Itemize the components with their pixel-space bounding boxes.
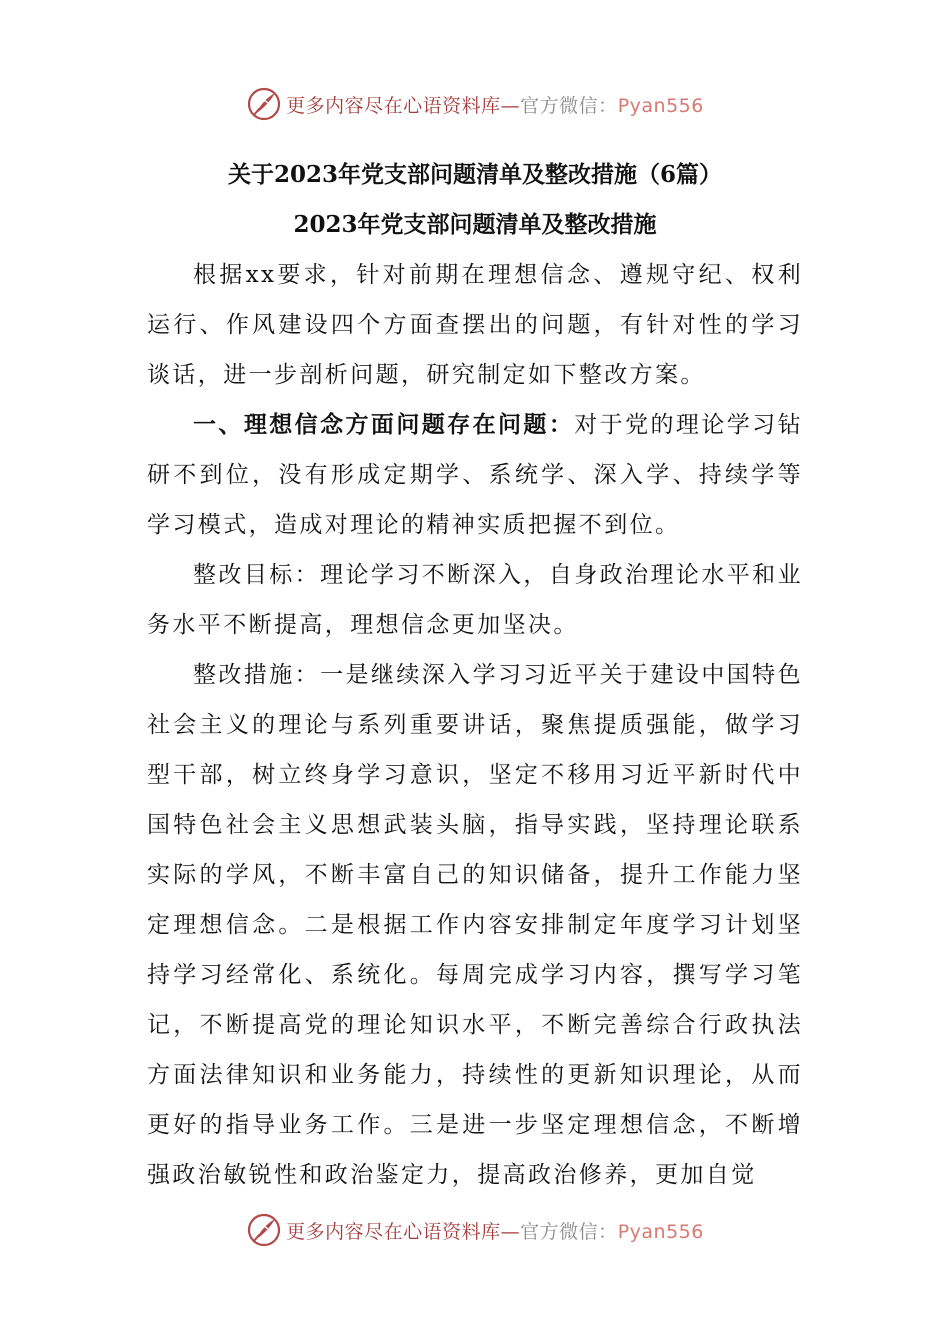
watermark-brand: 更多内容尽在心语资料库 [286, 1220, 501, 1243]
watermark-wechat-label: 官方微信： [520, 1220, 618, 1243]
watermark-wechat-id: Pyan556 [617, 1220, 704, 1243]
document-title: 关于2023年党支部问题清单及整改措施（6篇） [227, 161, 723, 188]
paragraph [147, 550, 803, 650]
paragraph-text: 整改措施：一是继续深入学习习近平关于建设中国特色社会主义的理论与系列重要讲话，聚焦提质强能，做学习型干部，树立终身学习意识，坚定不移用习近平新时代中国特色社会主义思想武装头脑，指导实践，坚持理论联系实际的学风，不断丰富自己的知识储备，提升工作能力坚定理想信念。二是根据工作内容安排制定年度学习计划坚持学习经常化、系统化。每周完成学习内容，撰写学习笔记，不断提高党的理论知识水平，不断完善综合行政执法方面法律知识和业务能力，持续性的更新知识理论，从而更好的指导业务工作。三是进一步坚定理想信念，不断增强政治敏锐性和政治鉴定力，提高政治修养，更加自觉 [147, 662, 803, 1188]
watermark-wechat-id: Pyan556 [617, 94, 704, 117]
paragraph-text: 整改目标：理论学习不断深入，自身政治理论水平和业务水平不断提高，理想信念更加坚决。 [147, 562, 803, 638]
paragraph [147, 400, 803, 550]
quill-logo-icon [246, 1212, 282, 1248]
paragraph [147, 650, 803, 1200]
watermark-wechat-label: 官方微信： [520, 94, 618, 117]
watermark-dash: — [500, 94, 521, 117]
quill-logo-icon [246, 86, 282, 122]
watermark-text [286, 91, 704, 118]
section-heading: 一、理想信念方面问题存在问题： [193, 411, 575, 438]
document-subtitle: 2023年党支部问题清单及整改措施 [293, 211, 657, 238]
paragraph-text: 对于党的理论学习钻研不到位，没有形成定期学、系统学、深入学、持续学等学习模式，造成对理论的精神实质把握不到位。 [147, 412, 804, 538]
document-body [147, 250, 803, 1200]
watermark-dash: — [500, 1220, 521, 1243]
watermark-text [286, 1217, 704, 1244]
paragraph [147, 250, 803, 400]
watermark-footer [0, 1210, 950, 1250]
watermark-header [0, 84, 950, 124]
paragraph-text: 根据xx要求，针对前期在理想信念、遵规守纪、权利运行、作风建设四个方面查摆出的问题，有针对性的学习谈话，进一步剖析问题，研究制定如下整改方案。 [147, 262, 803, 388]
watermark-brand: 更多内容尽在心语资料库 [286, 94, 501, 117]
